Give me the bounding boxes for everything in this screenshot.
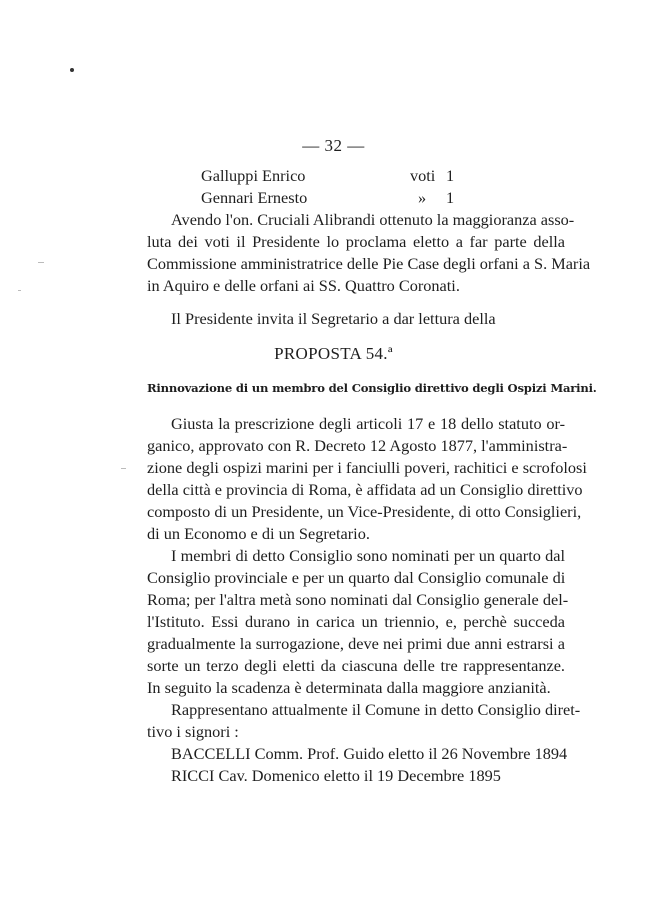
text-line: Commissione amministratrice delle Pie Case degli orfani a S. Maria (147, 254, 591, 273)
text-line: Consiglio provinciale e per un quarto dal Consiglio comunale di (147, 568, 566, 587)
text-line: composto di un Presidente, un Vice-Presidente, di otto Consiglieri, (147, 502, 582, 521)
text-line: Il Presidente invita il Segretario a dar lettura della (171, 309, 496, 328)
vote-label: » (418, 188, 427, 207)
vote-count: 1 (446, 166, 455, 185)
text-line: Giusta la prescrizione degli articoli 17 e 18 dello statuto or- (171, 414, 565, 433)
ink-speck (70, 68, 74, 72)
text-line: della città e provincia di Roma, è affidata ad un Consiglio direttivo (147, 480, 583, 499)
text-line: tivo i signori : (147, 722, 239, 741)
text-line: ganico, approvato con R. Decreto 12 Agosto 1877, l'amministra- (147, 436, 568, 455)
text-line: luta dei voti il Presidente lo proclama eletto a far parte della (147, 232, 565, 251)
text-line: in Aquiro e delle orfani ai SS. Quattro Coronati. (147, 276, 460, 295)
text-line: zione degli ospizi marini per i fanciulli poveri, rachitici e scrofolosi (147, 458, 587, 477)
proposal-subtitle: Rinnovazione di un membro del Consiglio direttivo degli Ospizi Marini. (147, 381, 597, 395)
page-number: — 32 — (302, 136, 365, 155)
vote-name: Galluppi Enrico (201, 166, 306, 185)
vote-name: Gennari Ernesto (201, 188, 308, 207)
margin-mark (18, 290, 21, 291)
proposal-title: PROPOSTA 54.ª (274, 344, 393, 363)
vote-label: voti (410, 166, 436, 185)
text-line: I membri di detto Consiglio sono nominati per un quarto dal (171, 546, 565, 565)
text-line: In seguito la scadenza è determinata dalla maggiore anzianità. (147, 678, 551, 697)
text-line: sorte un terzo degli eletti da ciascuna delle tre rappresentanze. (147, 656, 565, 675)
text-line: Rappresentano attualmente il Comune in detto Consiglio diret- (171, 700, 581, 719)
member-entry: RICCI Cav. Domenico eletto il 19 Decembre 1895 (171, 766, 501, 785)
text-line: gradualmente la surrogazione, deve nei primi due anni estrarsi a (147, 634, 565, 653)
text-line: Roma; per l'altra metà sono nominati dal Consiglio generale del- (147, 590, 569, 609)
text-line: di un Economo e di un Segretario. (147, 524, 370, 543)
margin-mark (38, 262, 44, 263)
vote-count: 1 (446, 188, 455, 207)
margin-mark (121, 468, 126, 469)
text-line: l'Istituto. Essi durano in carica un triennio, e, perchè succeda (147, 612, 565, 631)
member-entry: BACCELLI Comm. Prof. Guido eletto il 26 Novembre 1894 (171, 744, 568, 763)
text-line: Avendo l'on. Cruciali Alibrandi ottenuto la maggioranza asso- (171, 210, 575, 229)
